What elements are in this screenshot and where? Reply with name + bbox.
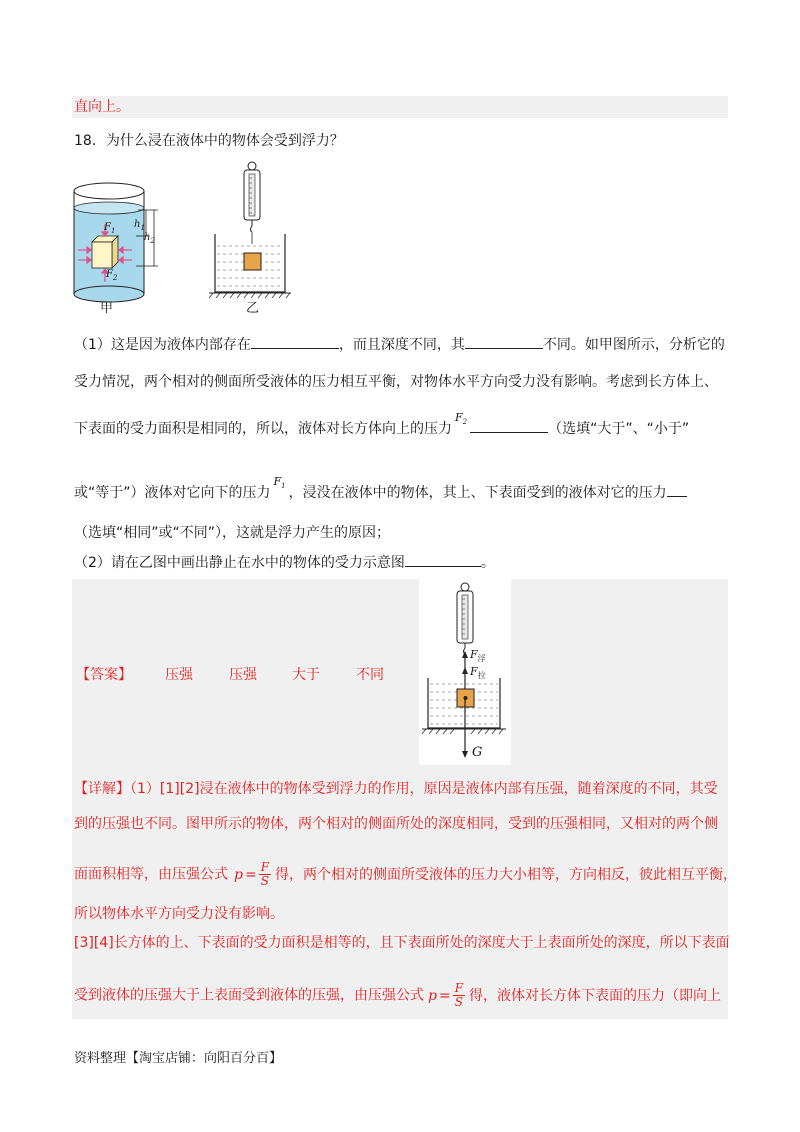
detail-line-3: 面面积相等，由压强公式 p = $\frac{F}{S}$ 得，两个相对的侧面所受液体的压力大小相等，方向相反，彼此相互平衡， [74, 860, 738, 888]
figure-yi [205, 160, 300, 300]
answer-item-2: 压强 [229, 667, 257, 683]
label-h2: $h_2$ [144, 232, 155, 245]
answer-item-4: 不同 [356, 667, 384, 683]
formula-fraction-2: $\frac{F}{S}$ [454, 981, 464, 1009]
detail-label: 【详解】 [74, 781, 130, 797]
label-f1: $F_1$ [104, 222, 116, 235]
q-line-1: （1）这是因为液体内部存在 ，而且深度不同，其 不同。如甲图所示，分析它的 [74, 334, 725, 355]
blank-4[interactable] [667, 482, 687, 497]
blank-5[interactable] [405, 552, 481, 567]
answer-continuation-band [72, 96, 728, 118]
label-f-float: $F_浮$ [470, 648, 486, 664]
detail-line-1: 【详解】（1）[1][2]浸在液体中的物体受到浮力的作用，原因是液体内部有压强，随着深度的不同，其受 [74, 781, 718, 797]
figure-jia [66, 178, 176, 318]
blank-1[interactable] [251, 334, 339, 349]
answer-item-1: 压强 [165, 667, 193, 683]
q-line-6: （2）请在乙图中画出静止在水中的物体的受力示意图 。 [74, 552, 495, 573]
detail-line-4: 所以物体水平方向受力没有影响。 [74, 906, 284, 922]
detail-line-5: [3][4]长方体的上、下表面的受力面积是相等的，且下表面所处的深度大于上表面所处的深度，所以下表面 [74, 935, 730, 951]
page-footer: 资料整理【淘宝店铺：向阳百分百】 [74, 1051, 283, 1066]
label-g: G [472, 745, 483, 760]
detail-line-2: 到的压强也不同。图甲所示的物体，两个相对的侧面所处的深度相同，受到的压强相同，又相对的两个侧 [74, 816, 718, 832]
label-f2: $F_2$ [106, 269, 118, 282]
label-f-pull: $F_拉$ [470, 665, 486, 681]
label-jia: 甲 [100, 301, 114, 316]
answer-label: 【答案】 [76, 667, 132, 683]
answer-band [72, 579, 728, 1019]
blank-2[interactable] [465, 334, 543, 349]
label-h1: $h_1$ [134, 219, 145, 232]
blank-3[interactable] [470, 418, 548, 433]
label-yi: 乙 [246, 301, 260, 316]
answer-item-3: 大于 [292, 667, 320, 683]
q-line-2: 受力情况，两个相对的侧面所受液体的压力相互平衡，对物体水平方向受力没有影响。考虑到长方体上、 [74, 374, 718, 390]
q-line-4: 或“等于”）液体对它向下的压力$^{F_1}$ ，浸没在液体中的物体，其上、下表面受到的液体对它的压力 [74, 482, 687, 508]
detail-line-6: 受到液体的压强大于上表面受到液体的压强，由压强公式 p = $\frac{F}{S}$ 得，液体对长方体下表面的压力（即向上 [74, 981, 722, 1009]
q-line-5: （选填“相同”或“不同”），这就是浮力产生的原因； [74, 525, 391, 541]
question-title: 18．为什么浸在液体中的物体会受到浮力？ [74, 133, 344, 149]
formula-fraction-1: $\frac{F}{S}$ [260, 860, 270, 888]
answer-continuation-text: 直向上。 [74, 99, 130, 115]
answer-figure [419, 580, 511, 766]
q-line-3: 下表面的受力面积是相同的，所以，液体对长方体向上的压力$^{F_2}$ （选填“大于”、“小于” [74, 411, 690, 437]
